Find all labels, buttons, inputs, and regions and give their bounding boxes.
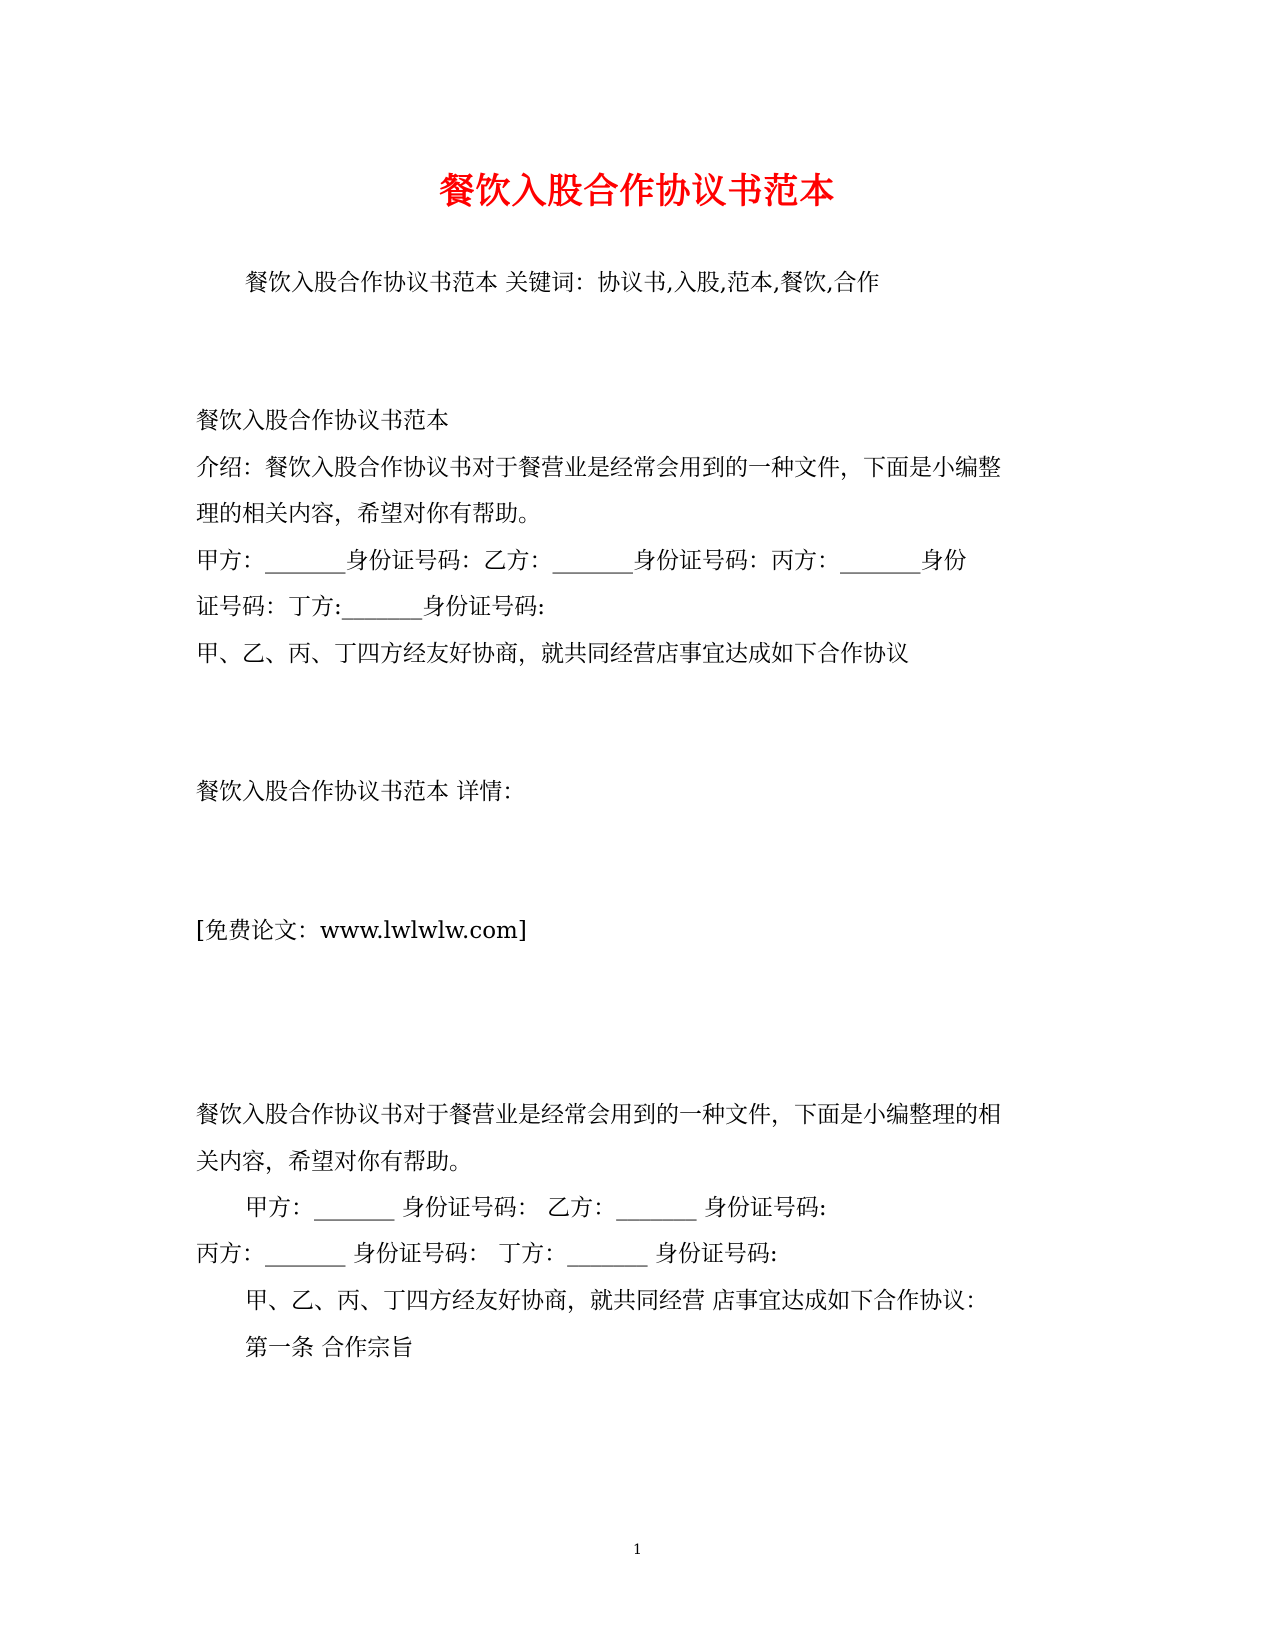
details-heading: 餐饮入股合作协议书范本 详情： bbox=[196, 779, 526, 805]
document-title: 餐饮入股合作协议书范本 bbox=[439, 171, 836, 212]
intro-line: 理的相关内容，希望对你有帮助。 bbox=[196, 501, 541, 527]
body-paragraph-line: 餐饮入股合作协议书对于餐营业是经常会用到的一种文件，下面是小编整理的相 bbox=[196, 1102, 1001, 1128]
body-paragraph-line: 关内容，希望对你有帮助。 bbox=[196, 1149, 472, 1175]
parties-line: 证号码：丁方:_______身份证号码: bbox=[196, 594, 545, 620]
intro-line: 介绍：餐饮入股合作协议书对于餐营业是经常会用到的一种文件，下面是小编整 bbox=[196, 455, 1001, 481]
keywords-line: 餐饮入股合作协议书范本 关键词：协议书,入股,范本,餐饮,合作 bbox=[245, 270, 880, 296]
body-parties-line: 甲方：_______ 身份证号码： 乙方：_______ 身份证号码: bbox=[245, 1195, 827, 1221]
source-link[interactable]: [免费论文：www.lwlwlw.com] bbox=[196, 918, 527, 944]
body-agreement-line: 甲、乙、丙、丁四方经友好协商，就共同经营 店事宜达成如下合作协议： bbox=[245, 1288, 989, 1314]
article-heading: 第一条 合作宗旨 bbox=[245, 1335, 414, 1361]
parties-line: 甲方：_______身份证号码：乙方：_______身份证号码：丙方：_______身份 bbox=[196, 548, 967, 574]
body-parties-line: 丙方：_______ 身份证号码： 丁方：_______ 身份证号码: bbox=[196, 1241, 778, 1267]
agreement-line: 甲、乙、丙、丁四方经友好协商，就共同经营店事宜达成如下合作协议 bbox=[196, 641, 909, 667]
section-heading: 餐饮入股合作协议书范本 bbox=[196, 408, 449, 434]
page-number: 1 bbox=[633, 1542, 642, 1558]
